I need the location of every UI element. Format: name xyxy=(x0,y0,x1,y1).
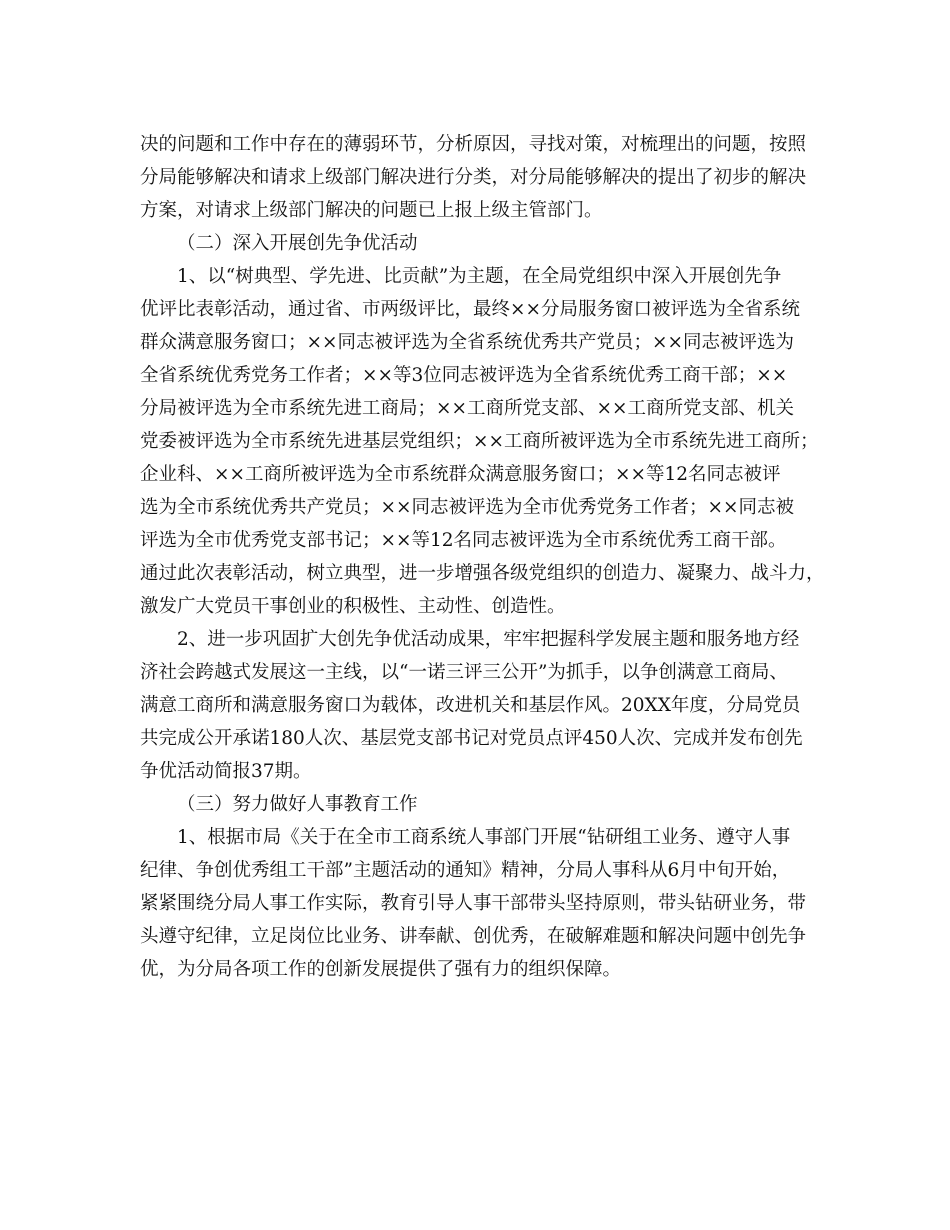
text-line: 企业科、××工商所被评选为全市系统群众满意服务窗口；××等12名同志被评 xyxy=(140,464,781,485)
text-line: 2、进一步巩固扩大创先争优活动成果，牢牢把握科学发展主题和服务地方经 xyxy=(177,629,800,650)
text-line: 优，为分局各项工作的创新发展提供了强有力的组织保障。 xyxy=(140,959,622,980)
text-line: （三）努力做好人事教育工作 xyxy=(177,794,418,815)
text-line: 共完成公开承诺180人次、基层党支部书记对党员点评450人次、完成并发布创先 xyxy=(140,728,803,749)
text-line: 优评比表彰活动，通过省、市两级评比，最终××分局服务窗口被评选为全省系统 xyxy=(140,299,801,320)
text-line: 通过此次表彰活动，树立典型，进一步增强各级党组织的创造力、凝聚力、战斗力， xyxy=(140,563,825,584)
text-line: 选为全市系统优秀共产党员；××同志被评选为全市优秀党务工作者；××同志被 xyxy=(140,497,795,518)
text-line: 1、根据市局《关于在全市工商系统人事部门开展“钻研组工业务、遵守人事 xyxy=(177,827,791,848)
text-line: 方案，对请求上级部门解决的问题已上报上级主管部门。 xyxy=(140,200,603,221)
text-line: （二）深入开展创先争优活动 xyxy=(177,233,418,254)
text-line: 争优活动简报37期。 xyxy=(140,761,312,782)
text-line: 分局能够解决和请求上级部门解决进行分类，对分局能够解决的提出了初步的解决 xyxy=(140,167,807,188)
text-line: 激发广大党员干事创业的积极性、主动性、创造性。 xyxy=(140,596,566,617)
text-line: 评选为全市优秀党支部书记；××等12名同志被评选为全市系统优秀工商干部。 xyxy=(140,530,787,551)
text-line: 全省系统优秀党务工作者；××等3位同志被评选为全省系统优秀工商干部；×× xyxy=(140,365,788,386)
text-line: 决的问题和工作中存在的薄弱环节，分析原因，寻找对策，对梳理出的问题，按照 xyxy=(140,134,807,155)
text-line: 党委被评选为全市系统先进基层党组织；××工商所被评选为全市系统先进工商所； xyxy=(140,431,819,452)
text-line: 分局被评选为全市系统先进工商局；××工商所党支部、××工商所党支部、机关 xyxy=(140,398,795,419)
text-line: 济社会跨越式发展这一主线，以“一诺三评三公开”为抓手，以争创满意工商局、 xyxy=(140,662,788,683)
document-body xyxy=(140,128,825,986)
text-line: 纪律、争创优秀组工干部”主题活动的通知》精神，分局人事科从6月中旬开始， xyxy=(140,860,791,881)
text-line: 头遵守纪律，立足岗位比业务、讲奉献、创优秀，在破解难题和解决问题中创先争 xyxy=(140,926,807,947)
text-line: 满意工商所和满意服务窗口为载体，改进机关和基层作风。20XX年度，分局党员 xyxy=(140,695,801,716)
text-line: 1、以“树典型、学先进、比贡献”为主题，在全局党组织中深入开展创先争 xyxy=(177,266,782,287)
text-line: 群众满意服务窗口；××同志被评选为全省系统优秀共产党员；××同志被评选为 xyxy=(140,332,795,353)
text-line: 紧紧围绕分局人事工作实际，教育引导人事干部带头坚持原则，带头钻研业务，带 xyxy=(140,893,807,914)
